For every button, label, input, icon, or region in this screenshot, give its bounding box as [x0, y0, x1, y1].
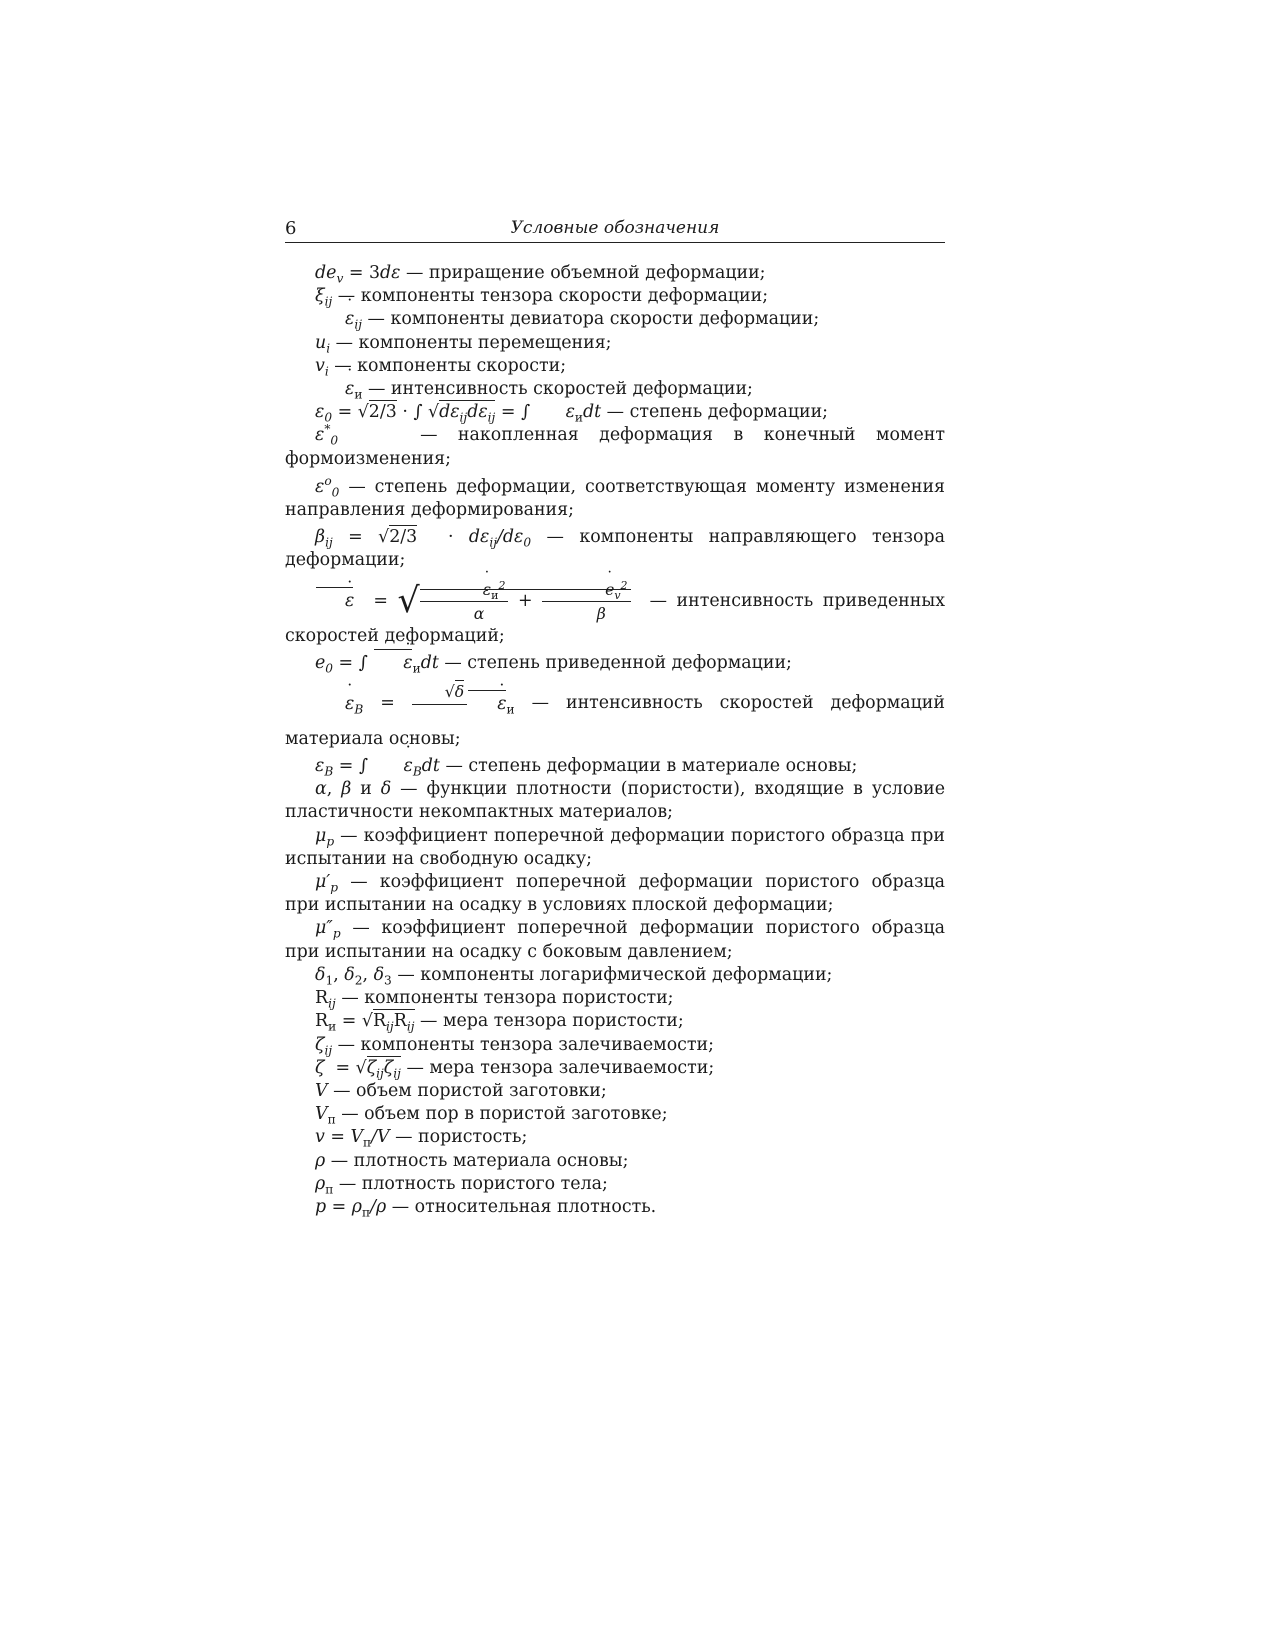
notation-entry: $\xi_{ij}$ — компоненты тензора скорости деформации;	[315, 286, 769, 309]
notation-entry: $v = V_п/V$ — пористость;	[315, 1127, 528, 1150]
notation-entry: ˙ $\varepsilon_и$ — интенсивность скоростей деформации;	[285, 378, 945, 401]
notation-entry: $V_п$ — объем пор в пористой заготовке;	[315, 1104, 668, 1127]
notation-entry: $p = \rho_п/\rho$ — относительная плотность.	[315, 1196, 657, 1220]
notation-entry: $\mu_p$ — коэффициент поперечной деформации пористого образца при испытании на свободную осадку;	[285, 825, 946, 869]
notation-entry: $u_i$ — компоненты перемещения;	[315, 332, 612, 356]
notation-entry: $e_0$ = ∫ ˙ $\varepsilon_иdt$ — степень приведенной деформации;	[285, 652, 945, 675]
notation-entry: $\rho_п$ — плотность пористого тела;	[315, 1173, 608, 1197]
notation-entry: $\mu''_p$ — коэффициент поперечной деформации пористого образца при испытании на осадку с боковым давлением;	[285, 918, 945, 962]
notation-entry: $de_v = 3d\varepsilon$ — приращение объемной деформации;	[315, 263, 766, 286]
notation-entry: $\mu'_p$ — коэффициент поперечной деформации пористого образца при испытании на осадку в условиях плоской деформации;	[285, 872, 945, 916]
notation-entry: $\beta_{ij} = √2/3 \cdot d\varepsilon_{ij}/d\varepsilon_0$ — компоненты направляющего тензора деформации;	[285, 527, 945, 571]
notation-entry: α, β и δ — функции плотности (пористости), входящие в условие пластичности некомпактных материалов;	[285, 779, 945, 823]
notation-entry: ρ — плотность материала основы;	[315, 1150, 629, 1171]
notation-entry: $\varepsilon_B$ = ∫ ˙ $\varepsilon_Bdt$ — степень деформации в материале основы;	[285, 755, 945, 778]
notation-entry: $\zeta = √\zeta_{ij}\zeta_{ij}$ — мера тензора залечиваемости;	[315, 1057, 715, 1081]
notation-entry: $\varepsilon^o_0$ — степень деформации, соответствующая моменту изменения направления деформирования;	[285, 474, 946, 521]
notation-entry: $\varepsilon^*_0$ — накопленная деформация в конечный момент формоизменения;	[285, 422, 945, 469]
running-title: Условные обозначения	[510, 218, 720, 238]
notation-entry: $\delta_1$, $\delta_2$, $\delta_3$ — компоненты логарифмической деформации;	[315, 964, 833, 988]
notation-list	[285, 262, 945, 1219]
page-number: 6	[285, 218, 297, 239]
notation-entry: ˙ $\varepsilon_{ij}$ — компоненты девиатора скорости деформации;	[285, 308, 945, 331]
notation-entry: $R_{ij}$ — компоненты тензора пористости;	[315, 988, 674, 1011]
notation-entry: $\zeta_{ij}$ — компоненты тензора залечиваемости;	[315, 1034, 714, 1057]
page-header	[285, 218, 945, 243]
notation-entry: ˙ $\varepsilon_B$ = √δ ˙ $\varepsilon_и$ — интенсивность скоростей деформаций материала основы;	[285, 680, 945, 751]
notation-entry: $\varepsilon_0 = √2/3$ · ∫ $√d\varepsilon_{ij}d\varepsilon_{ij}$ = ∫ ˙ $\varepsilon_иdt$ — степень деформации;	[285, 401, 945, 424]
notation-entry: ˙ ε = √ ˙ $\frac{\varepsilon_и^2}{\alpha}$ + ˙ $\frac{e_v^2}{\beta}$ — интенсивность приведенных скоростей деформаций;	[285, 578, 945, 649]
notation-entry: $v_i$ — компоненты скорости;	[315, 355, 567, 379]
notation-entry: V — объем пористой заготовки;	[315, 1080, 607, 1101]
notation-entry: $R_и = √R_{ij}R_{ij}$ — мера тензора пористости;	[315, 1011, 684, 1034]
